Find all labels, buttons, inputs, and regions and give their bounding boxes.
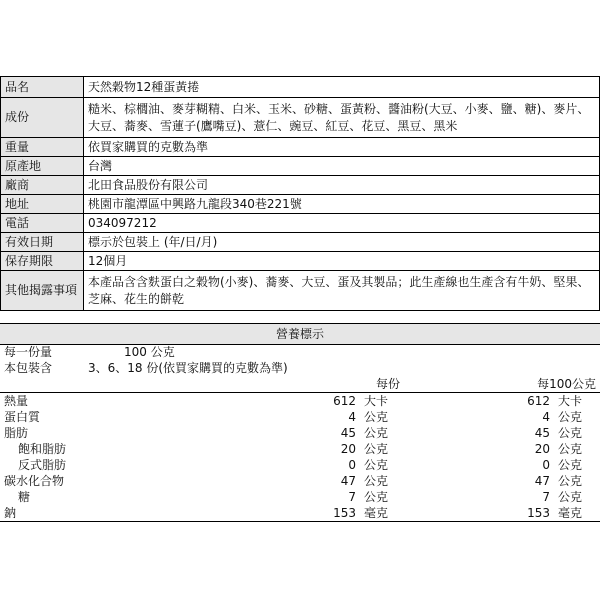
per-serving-value: 612 [333,394,356,408]
info-value: 台灣 [84,157,600,176]
per-100g-unit: 公克 [558,426,583,440]
nutrition-row [0,505,600,522]
info-row-disclosure [1,271,600,311]
info-value: 糙米、棕櫚油、麥芽糊精、白米、玉米、砂糖、蛋黃粉、醬油粉(大豆、小麥、鹽、糖)、麥片、大豆、蕎麥、雪蓮子(鷹嘴豆)、薏仁、豌豆、紅豆、花豆、黑豆、黑米 [84,98,600,138]
nutrient-name: 飽和脂肪 [18,442,67,456]
per-serving-header: 每份 [120,376,404,393]
info-value: 天然穀物12種蛋黃捲 [84,77,600,98]
per-serving-unit: 公克 [364,458,389,472]
per-100g-unit: 公克 [558,410,583,424]
per-100g-value: 45 [534,426,551,440]
per-100g-unit: 公克 [558,458,583,472]
info-row-name [1,77,600,98]
per-serving-unit: 公克 [364,490,389,504]
per-100g-value: 7 [542,490,551,504]
product-info-table [0,76,600,311]
per-serving-unit: 公克 [364,474,389,488]
nutrient-name: 糖 [18,490,31,504]
info-row-phone [1,214,600,233]
per-serving-value: 7 [348,490,356,504]
info-label: 重量 [1,138,84,157]
info-value: 依買家購買的克數為準 [84,138,600,157]
info-value: 034097212 [84,214,600,233]
nutrient-name: 鈉 [0,505,120,522]
info-value: 桃園市龍潭區中興路九龍段340巷221號 [84,195,600,214]
per-100g-unit: 公克 [558,490,583,504]
info-label: 其他揭露事項 [1,271,84,311]
info-row-address [1,195,600,214]
per-100g-value: 153 [404,505,554,522]
per-100g-header: 每100公克 [404,376,600,393]
per-serving-unit: 公克 [364,426,389,440]
per-100g-unit: 毫克 [554,505,600,522]
per-serving-value: 45 [340,426,356,440]
serving-size-label: 每一份量 [4,345,53,359]
nutrition-header-row [0,376,600,393]
info-label: 地址 [1,195,84,214]
servings-per-pack-value: 3、6、18 份(依買家購買的克數為準) [88,361,288,375]
per-serving-value: 47 [340,474,356,488]
servings-per-pack-label: 本包裝含 [4,361,53,375]
per-100g-unit: 大卡 [558,394,583,408]
info-row-weight [1,138,600,157]
per-100g-value: 4 [542,410,551,424]
nutrition-title: 營養標示 [0,323,600,345]
info-value: 12個月 [84,252,600,271]
nutrition-row [0,457,600,473]
per-100g-unit: 公克 [558,474,583,488]
nutrition-row [0,441,600,457]
nutrition-row [0,393,600,410]
per-100g-value: 612 [527,394,551,408]
info-value: 本產品含含麩蛋白之穀物(小麥)、蕎麥、大豆、蛋及其製品；此生產線也生產含有牛奶、堅果、芝麻、花生的餅乾 [84,271,600,311]
per-100g-value: 20 [534,442,551,456]
nutrient-name: 熱量 [4,394,29,408]
nutrient-name: 反式脂肪 [18,458,67,472]
info-label: 有效日期 [1,233,84,252]
per-serving-value: 4 [348,410,356,424]
info-row-origin [1,157,600,176]
nutrition-row [0,473,600,489]
serving-size-value: 100 公克 [124,345,175,359]
nutrition-table [0,376,600,522]
per-serving-value: 0 [348,458,356,472]
per-100g-value: 47 [534,474,551,488]
nutrition-row [0,409,600,425]
info-row-expiry [1,233,600,252]
nutrition-row [0,489,600,505]
info-label: 成份 [1,98,84,138]
info-label: 原產地 [1,157,84,176]
info-label: 電話 [1,214,84,233]
per-serving-value: 20 [340,442,356,456]
info-row-ingredients [1,98,600,138]
servings-per-pack-row [0,360,600,376]
per-serving-unit: 公克 [364,442,389,456]
nutrient-name: 脂肪 [4,426,29,440]
serving-size-row [0,344,600,360]
per-serving-unit: 公克 [364,410,389,424]
per-serving-unit: 毫克 [360,505,404,522]
per-serving-value: 153 [120,505,360,522]
info-label: 品名 [1,77,84,98]
info-value: 標示於包裝上 (年/日/月) [84,233,600,252]
nutrient-name: 碳水化合物 [4,474,65,488]
info-value: 北田食品股份有限公司 [84,176,600,195]
info-label: 廠商 [1,176,84,195]
info-label: 保存期限 [1,252,84,271]
per-100g-value: 0 [542,458,551,472]
nutrition-header-blank [0,376,120,393]
per-100g-unit: 公克 [558,442,583,456]
nutrition-row [0,425,600,441]
info-row-manufacturer [1,176,600,195]
info-row-shelf-life [1,252,600,271]
per-serving-unit: 大卡 [364,394,389,408]
nutrient-name: 蛋白質 [4,410,41,424]
